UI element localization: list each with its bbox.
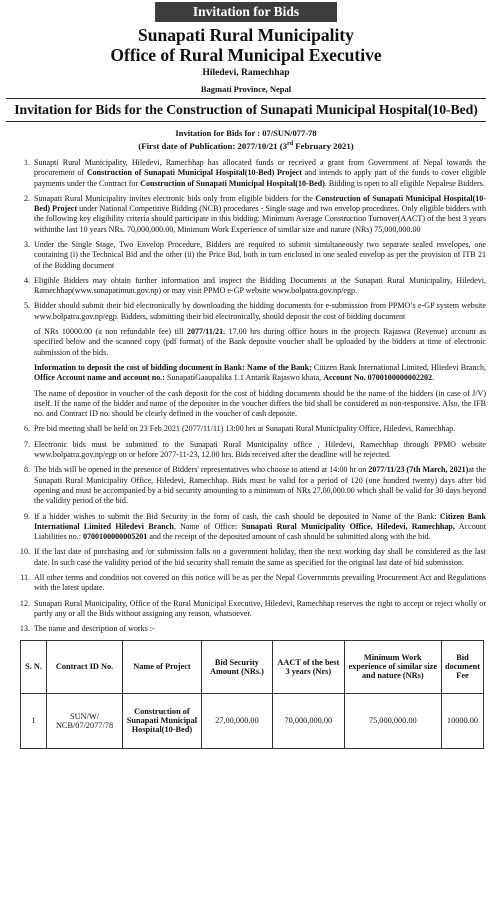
clause-8: 8. The bids will be opened in the presence of Bidders' representatives who choose to attend at 14:00 hr on 2077/11/23 (7th March, 2021)at the Sunapati Rural Municipality Office, Hiledevi, Ramechhap. Bids must be valid for a period of 120 (one hundred twenty) days after bid opening and must be accompanied by a bid security amounting to a minimum of NRs 27,00,000.00 which shall be valid for 30 days beyond the validity period of the bid. <box>32 465 486 506</box>
table-header-row <box>21 640 484 693</box>
office-name: Office of Rural Municipal Executive <box>110 45 382 65</box>
clause-5-fee: of NRs 10000.00 (a non refundable fee) till 2077/11/21. 17.00 hrs during office hours in the projects Rajaswa (Revenue) account as specified below and the scanned copy (pdf format) of the Bank deposite voucher shall be uploaded by the bidders at time of electronic submission of the bids. <box>34 327 486 357</box>
table-cell: 27,00,000.00 <box>201 693 272 748</box>
works-table <box>20 640 484 749</box>
clause-5-depositor: The name of depositor in voucher of the cash deposit for the cost of bidding documents should be the name of the bidders (in case of J/V) itself. If the name of the bidder and name of the depositer in the voucher differs the bid shall be considered as non-responsive. Also, the IFB no. and Contract ID no. should be clearly defined in the voucher of cash deposite. <box>34 388 486 419</box>
clause-5-bank-info: Information to deposit the cost of bidding document in Bank: Name of the Bank: Citizen Bank International Limited, Hliedevi Branch, Office Account name and account no.: SunapatiGaaupalika 1.1 Antarik Rajaswo khata, Account No. 0700100000002202. <box>34 362 486 383</box>
notice-title: Invitation for Bids for the Construction of Sunapati Municipal Hospital(10-Bed) <box>14 102 478 117</box>
clause-7: 7. Electronic bids must be submitted to the Sunapati Rural Municipality office , Hiledevi, Ramechhap through PPMO website www.bolpatra.gov.np/egp on or before 2077-11-23, 12.00 hrs. Bids received after the deadline will be rejected. <box>32 440 486 461</box>
office-address: Hiledevi, Ramechhap <box>202 68 290 78</box>
publication-date: (First date of Publication: 2077/10/21 (3rd February 2021) <box>138 140 354 151</box>
column-header: Contract ID No. <box>47 640 123 693</box>
clause-2: 2. Sunapati Rural Municipality invites electronic bids only from eligible bidders for the Construction of Sunapati Municipal Hospital(10-Bed) Project under National Competitive Bidding (NCB) procedures - Single stage and two envelop procedures. Only eligible bidders with the following key eligibility criteria should participate in this bidding: Minimum Average Construction Turnover(AACT) of the best 3 years withinthe last 10 years NRs. 70,000,000.00, Minimum Work Experience of similar size and nature (NRs) 75,000,000.00 <box>32 194 486 235</box>
table-row <box>21 693 484 748</box>
table-cell: SUN/W/ NCB/07/2077/78 <box>47 693 123 748</box>
table-cell: 75,000,000.00 <box>344 693 441 748</box>
province-line: Bagmati Province, Nepal <box>200 84 292 94</box>
column-header: Minimum Work experience of similar size and nature (NRs) <box>344 640 441 693</box>
table-cell: 10000.00 <box>441 693 483 748</box>
clause-1: 1. Sunapti Rural Municipality, Hiledevi, Ramechhap has allocated funds or received a grant from Government of Nepal towards the procurement of Construction of Sunapati Municipal Hospital(10-Bed) Project and intends to apply part of the funds to cover eligible payments under the Contract for Construction of Sunapati Municipal Hospital(10-Bed). Bidding is open to all eligible Nepalese Bidders. <box>32 158 486 189</box>
divider <box>6 121 486 122</box>
clause-3: 3. Under the Single Stage, Two Envelop Procedure, Bidders are required to submit simultaneously two separate sealed envelopes, one containing (i) the Technical Bid and the other (ii) the Price Bid, both in turn enclosed in one sealed envelop as per the provision of ITB 21 of the Bidding document <box>32 240 486 271</box>
clause-13: 13. The name and description of works :- <box>32 624 486 634</box>
invitation-number: Invitation for Bids for : 07/SUN/077-78 <box>175 128 317 138</box>
clauses-list <box>6 158 486 635</box>
table-cell: 1 <box>21 693 47 748</box>
clause-6: 6. Pre bid meeting shall be held on 23 Feb 2021 (2077/11/11) 13:00 hrs at Sunapati Rural Municipality Office, Hiledevi, Ramechhap. <box>32 424 486 434</box>
notice-banner: Invitation for Bids <box>155 2 337 22</box>
clause-5: 5. Bidder should submit their bid electronically by downloading the bidding documents for e-submission from PPMO’s e-GP system website www.bolpatra.gov.np/egp. Bidders, submitting their bid electronically, should deposit the cost of bidding document of NRs 10000.00 (a non refundable fee) till 2077/11/21. 17.00 hrs during office hours in the projects Rajaswa (Revenue) account as specified below and the scanned copy (pdf format) of the Bank deposite voucher shall be uploaded by the bidders at time of electronic submission of the bids. Information to deposit the cost of bidding document in Bank: Name of the Bank: Citizen Bank International Limited, Hliedevi Branch, Office Account name and account no.: SunapatiGaaupalika 1.1 Antarik Rajaswo khata, Account No. 0700100000002202. The name of depositor in voucher of the cash deposit for the cost of bidding documents should be the name of the bidders (in case of J/V) itself. If the name of the bidder and name of the depositer in the voucher differs the bid shall be considered as non-responsive. Also, the IFB no. and Contract ID no. should be clearly defined in the voucher of cash deposite. <box>32 301 486 419</box>
clause-11: 11. All other terms and conditios not covered on this notice will be as per the Nepal Governmrnts prevailing Procurement Act and Regulations with the latest update. <box>32 573 486 594</box>
column-header: Bid Security Amount (NRs.) <box>201 640 272 693</box>
clause-9: 9. If a bidder wishes to submit the Bid Security in the form of cash, the cash should be deposited in Name of the Bank: Citizen Bank International Limited Hiledevi Branch, Name of Office: Sunapati Rural Municipality Office, Hiledevi, Ramechhap, Account Liabilities no.: 0700100000005201 and the receipt of the deposited amount of cash should be submitted along with the bid. <box>32 512 486 543</box>
clause-10: 10. If the last date of purchasing and /or submission falls on a government holiday, then the next working day shall be considered as the last date. In such case the validity period of the bid security shall remain the same as specified for the original last date of bid submission. <box>32 547 486 568</box>
column-header: S. N. <box>21 640 47 693</box>
column-header: AACT of the best 3 years (Nrs) <box>273 640 345 693</box>
notice-page <box>0 2 492 912</box>
column-header: Bid document Fee <box>441 640 483 693</box>
clause-12: 12. Sunapati Rural Municipality, Office of the Rural Municipal Executive, Hiledevi, Ramechhap reserves the right to accept or reject wholly or partly any or all the Bids without assigning any reason, whatsoever. <box>32 599 486 620</box>
column-header: Name of Project <box>123 640 202 693</box>
table-cell: Construction of Sunapati Municipal Hospital(10-Bed) <box>123 693 202 748</box>
table-cell: 70,000,000.00 <box>273 693 345 748</box>
clause-4: 4. Eligible Bidders may obtain further information and inspect the Bidding Documents at the Sunapati Rural Municipality, Hiledevi, Ramechhap(www.sunapatimun.gov.np) or may visit PPMO e-GP website www.bolpatra.gov.np/egp. <box>32 276 486 297</box>
organization-name: Sunapati Rural Municipality <box>138 25 354 45</box>
